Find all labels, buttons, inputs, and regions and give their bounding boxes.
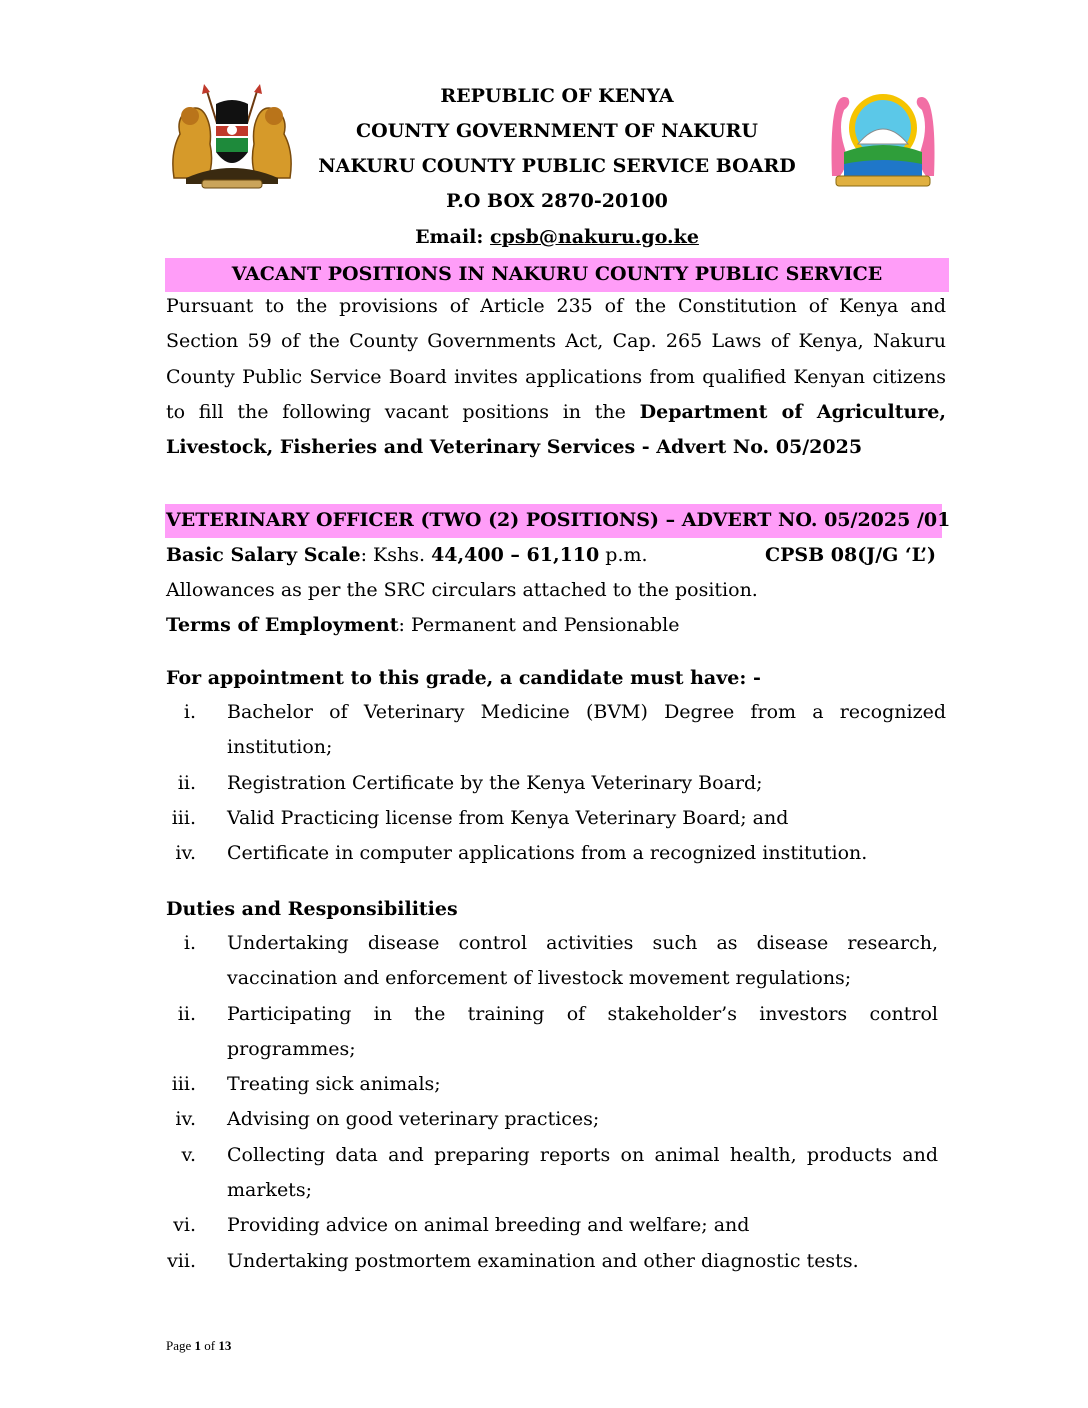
salary-suffix: p.m. <box>605 544 648 566</box>
list-item <box>166 1244 946 1279</box>
salary-line <box>166 542 938 568</box>
list-text: Undertaking postmortem examination and other diagnostic tests. <box>227 1249 859 1272</box>
salary-label: Basic Salary Scale <box>166 544 361 566</box>
allowances-line: Allowances as per the SRC circulars attached to the position. <box>166 579 758 601</box>
list-number: vii. <box>167 1249 196 1272</box>
list-text: Certificate in computer applications from a recognized institution. <box>227 842 868 865</box>
list-number: iv. <box>175 1108 196 1131</box>
header-board-name: NAKURU COUNTY PUBLIC SERVICE BOARD <box>318 155 796 177</box>
intro-text: Pursuant to the provisions of Article 235 of the Constitution of Kenya and Section 59 of the County Governments Act, Cap. 265 Laws of Kenya, Nakuru County Public Service Board invites applications from qualified Kenyan citizens to fill the following vacant positions in the <box>166 295 946 423</box>
list-text: Registration Certificate by the Kenya Veterinary Board; <box>227 771 763 794</box>
list-number: v. <box>181 1143 196 1166</box>
header-po-box: P.O BOX 2870-20100 <box>446 190 668 212</box>
email-label: Email: <box>415 226 484 248</box>
salary-prefix: : Kshs. <box>360 544 426 566</box>
terms-label: Terms of Employment <box>166 614 399 636</box>
list-item <box>166 695 946 766</box>
list-number: i. <box>183 701 196 723</box>
intro-department-advert: Department of Agriculture, Livestock, Fisheries and Veterinary Services - Advert No. 05/2025 <box>166 400 947 459</box>
email-link[interactable]: cpsb@nakuru.go.ke <box>490 226 699 248</box>
page-number: 1 <box>194 1338 202 1353</box>
header-email-line <box>300 225 814 249</box>
page-word: Page <box>166 1338 192 1353</box>
salary-range: 44,400 – 61,110 <box>431 544 600 566</box>
list-item <box>166 1067 946 1102</box>
list-item <box>166 766 946 801</box>
terms-line <box>166 612 679 638</box>
position-title-banner: VETERINARY OFFICER (TWO (2) POSITIONS) – ADVERT NO. 05/2025 /01 <box>165 504 942 538</box>
list-text: Collecting data and preparing reports on animal health, products and markets; <box>227 1143 938 1202</box>
list-text: Undertaking disease control activities such as disease research, vaccination and enforcement of livestock movement regulations; <box>227 932 938 990</box>
list-text: Treating sick animals; <box>227 1073 441 1096</box>
list-number: ii. <box>177 771 196 794</box>
list-number: iii. <box>171 1073 196 1096</box>
list-text: Participating in the training of stakeholder’s investors control programmes; <box>227 1002 938 1060</box>
list-item <box>166 1208 946 1243</box>
list-item <box>166 997 946 1068</box>
requirements-list <box>166 695 946 871</box>
list-number: iii. <box>171 806 196 829</box>
list-text: Providing advice on animal breeding and welfare; and <box>227 1214 750 1237</box>
intro-paragraph <box>166 289 946 465</box>
page-total: 13 <box>218 1338 232 1353</box>
terms-value: : Permanent and Pensionable <box>398 614 680 636</box>
header-republic: REPUBLIC OF KENYA <box>440 85 674 107</box>
duties-heading: Duties and Responsibilities <box>166 898 458 920</box>
list-number: i. <box>183 932 196 954</box>
job-grade: CPSB 08(J/G ‘L’) <box>764 544 936 566</box>
list-item <box>166 1102 946 1137</box>
list-item <box>166 801 946 836</box>
vacant-positions-banner: VACANT POSITIONS IN NAKURU COUNTY PUBLIC SERVICE <box>165 258 949 292</box>
duties-list <box>166 926 946 1279</box>
list-number: iv. <box>175 842 196 865</box>
list-item <box>166 926 946 997</box>
list-text: Advising on good veterinary practices; <box>227 1108 600 1131</box>
list-item <box>166 836 946 871</box>
kenya-coat-of-arms-icon <box>166 82 298 190</box>
of-word: of <box>204 1338 216 1353</box>
list-number: ii. <box>177 1002 196 1025</box>
list-item <box>166 1138 946 1209</box>
list-text: Valid Practicing license from Kenya Veterinary Board; and <box>227 806 789 829</box>
page-footer <box>166 1337 231 1355</box>
nakuru-county-emblem-icon <box>818 86 948 190</box>
list-text: Bachelor of Veterinary Medicine (BVM) Degree from a recognized institution; <box>227 701 946 759</box>
requirements-heading: For appointment to this grade, a candidate must have: - <box>166 667 761 689</box>
list-number: vi. <box>173 1214 196 1237</box>
header-county-government: COUNTY GOVERNMENT OF NAKURU <box>356 120 758 142</box>
